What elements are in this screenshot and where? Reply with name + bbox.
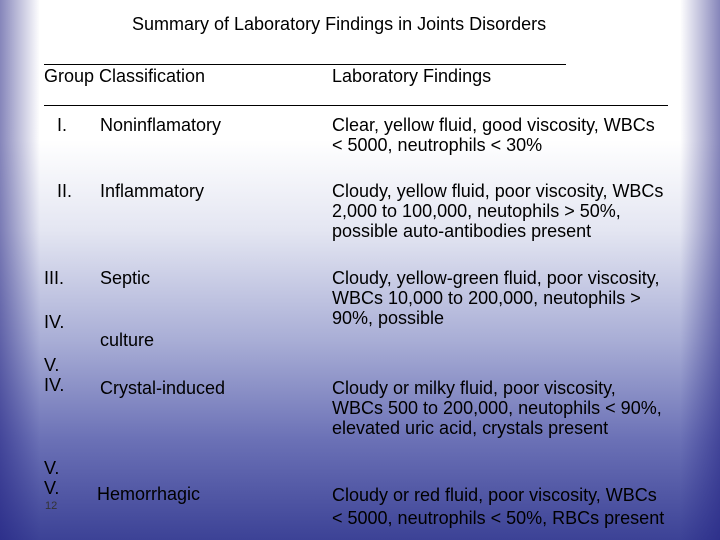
- row-findings: Cloudy, yellow-green fluid, poor viscosity, WBCs 10,000 to 200,000, neutophils > 90%, possible: [332, 268, 660, 328]
- row-number: IV.: [44, 312, 65, 332]
- row-number: III.: [44, 268, 65, 288]
- slide-title: Summary of Laboratory Findings in Joints Disorders: [132, 14, 547, 34]
- row-group: culture: [100, 330, 155, 350]
- header-laboratory-findings: Laboratory Findings: [332, 66, 492, 86]
- row-findings: Cloudy, yellow fluid, poor viscosity, WBCs 2,000 to 100,000, neutophils > 50%, possible auto-antibodies present: [332, 181, 664, 241]
- row-findings: Clear, yellow fluid, good viscosity, WBCs < 5000, neutrophils < 30%: [332, 115, 655, 155]
- row-group: Inflammatory: [100, 181, 205, 201]
- row-findings: Cloudy or red fluid, poor viscosity, WBCs < 5000, neutrophils < 50%, RBCs present: [332, 485, 665, 528]
- row-findings: Cloudy or milky fluid, poor viscosity, WBCs 500 to 200,000, neutophils < 90%, elevated uric acid, crystals present: [332, 378, 662, 438]
- header-group-classification: Group Classification: [44, 66, 206, 86]
- title-underline: [44, 64, 566, 65]
- row-group: Noninflamatory: [100, 115, 222, 135]
- slide-number: 12: [45, 500, 58, 512]
- row-group: Crystal-induced: [100, 378, 226, 398]
- row-number: V. V.: [44, 458, 60, 498]
- header-underline: [44, 105, 668, 106]
- row-number: I.: [57, 115, 68, 135]
- row-group: Hemorrhagic: [97, 484, 201, 504]
- row-group: Septic: [100, 268, 151, 288]
- row-number: II.: [57, 181, 73, 201]
- row-number: V. IV.: [44, 355, 65, 395]
